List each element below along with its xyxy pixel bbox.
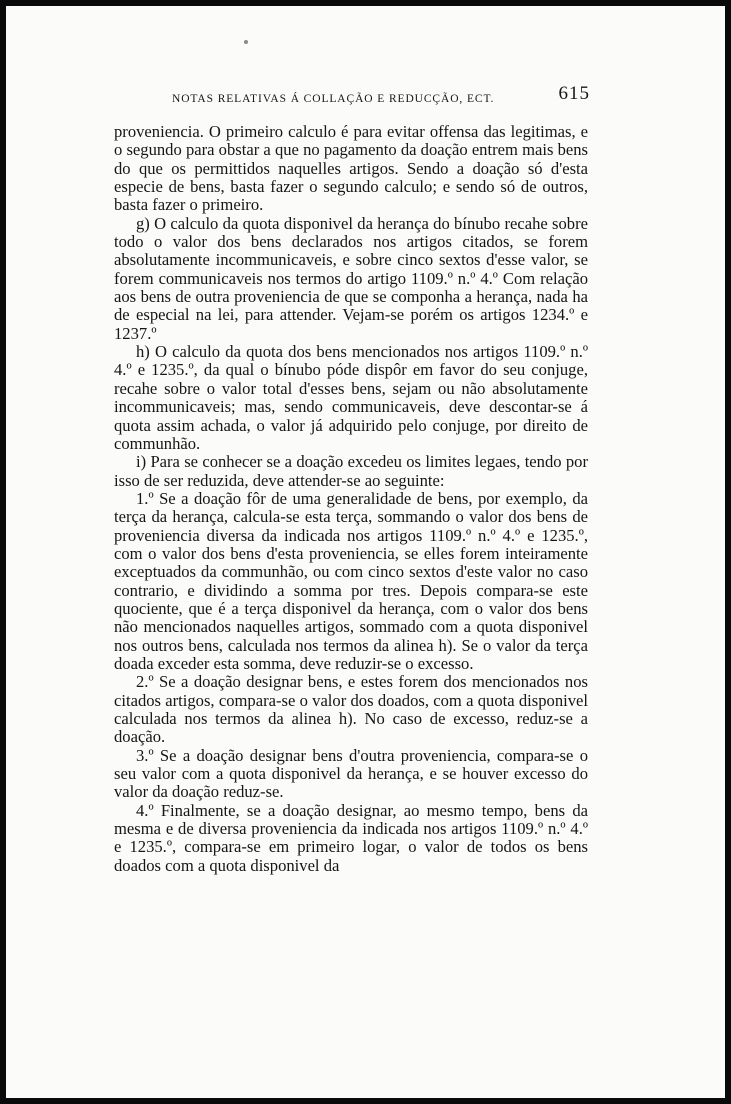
item-3: 3.º Se a doação designar bens d'outra proveniencia, compara-se o seu valor com a quota disponivel da herança, e se houver excesso do valor da doação reduz-se. [114, 745, 588, 802]
running-header [114, 84, 588, 108]
body-text [114, 123, 588, 875]
running-title: NOTAS RELATIVAS Á COLLAÇÃO E REDUCÇÃO, ECT. [172, 93, 495, 105]
paragraph-g: g) O calculo da quota disponivel da herança do bínubo recahe sobre todo o valor dos bens declarados nos artigos citados, se forem absolutamente incommunicaveis, e sobre cinco sextos d'esse valor, se forem communicaveis nos termos do artigo 1109.º n.º 4.º Com relação aos bens de outra proveniencia de que se componha a herança, nada ha de especial na lei, para attender. Vejam-se porém os artigos 1234.º e 1237.º [114, 213, 588, 343]
page-content [114, 84, 588, 875]
paragraph-continuation: proveniencia. O primeiro calculo é para evitar offensa das legitimas, e o segundo para obstar a que no pagamento da doação entrem mais bens do que os permittidos naquelles artigos. Sendo a doação só d'esta especie de bens, basta fazer o segundo calculo; e sendo só de outros, basta fazer o primeiro. [114, 122, 588, 215]
item-2: 2.º Se a doação designar bens, e estes forem dos mencionados nos citados artigos, compara-se o valor dos doados, com a quota disponivel calculada nos termos da alinea h). No caso de excesso, reduz-se a doação. [114, 672, 588, 747]
paragraph-h: h) O calculo da quota dos bens mencionados nos artigos 1109.º n.º 4.º e 1235.º, da qual o bínubo póde dispôr em favor do seu conjuge, recahe sobre o valor total d'esses bens, sejam ou não absolutamente incommunicaveis; mas, sendo communicaveis, deve descontar-se á quota assim achada, o valor já adquirido pelo conjuge, por direito de communhão. [114, 342, 588, 453]
page-number: 615 [558, 83, 590, 104]
item-4: 4.º Finalmente, se a doação designar, ao mesmo tempo, bens da mesma e de diversa proveniencia da indicada nos artigos 1109.º n.º 4.º e 1235.º, compara-se em primeiro logar, o valor de todos os bens doados com a quota disponivel da [114, 800, 588, 875]
item-1: 1.º Se a doação fôr de uma generalidade de bens, por exemplo, da terça da herança, calcula-se esta terça, sommando o valor dos bens de proveniencia diversa da indicada nos artigos 1109.º n.º 4.º e 1235.º, com o valor dos bens d'esta proveniencia, se elles forem inteiramente exceptuados da communhão, ou com cinco sextos d'este valor no caso contrario, e dividindo a somma por tres. Depois compara-se este quociente, que é a terça disponivel da herança, com o valor dos bens não mencionados naquelles artigos, sommado com a quota disponivel nos outros bens, calculada nos termos da alinea h). Se o valor da terça doada exceder esta somma, deve reduzir-se o excesso. [114, 488, 588, 673]
scan-speck [244, 40, 248, 44]
paragraph-i: i) Para se conhecer se a doação excedeu os limites legaes, tendo por isso de ser reduzida, deve attender-se ao seguinte: [114, 452, 588, 490]
